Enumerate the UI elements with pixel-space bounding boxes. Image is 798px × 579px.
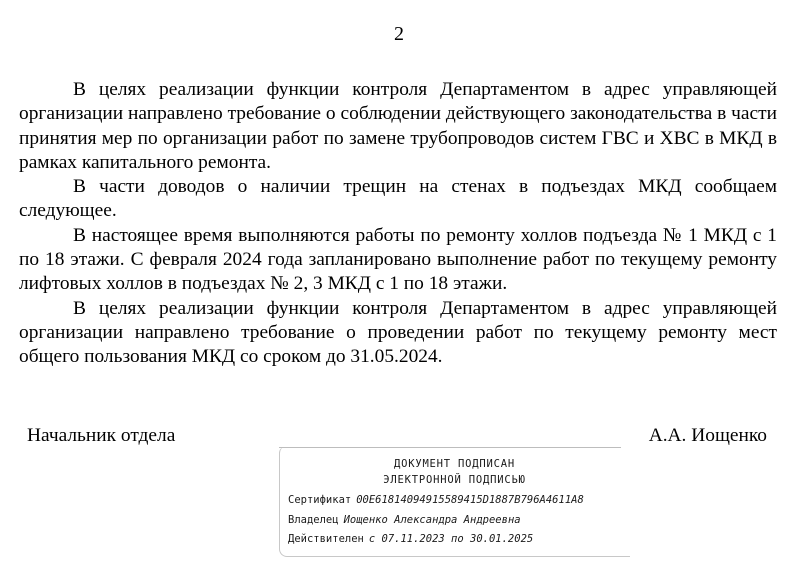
stamp-validity-value: с 07.11.2023 по 30.01.2025 <box>368 533 534 545</box>
paragraph-control-requirement-pipes: В целях реализации функции контроля Департаментом в адрес управляющей организации направлено требование о соблюдении действующего законодательства в части принятия мер по организации работ по замене трубопроводов систем ГВС и ХВС в МКД в рамках капитального ремонта. <box>19 79 777 173</box>
stamp-owner-label: Владелец <box>288 514 339 526</box>
stamp-title-line2: ЭЛЕКТРОННОЙ ПОДПИСЬЮ <box>383 474 526 486</box>
stamp-certificate-row <box>288 493 584 507</box>
stamp-top-rule <box>279 447 621 448</box>
paragraph-cracks-intro: В части доводов о наличии трещин на стенах в подъездах МКД сообщаем следующее. <box>19 176 777 222</box>
signatory-name: А.А. Иощенко <box>648 425 767 446</box>
stamp-owner-row <box>288 513 521 527</box>
electronic-signature-stamp <box>279 447 630 557</box>
paragraph-control-requirement-common-areas: В целях реализации функции контроля Департаментом в адрес управляющей организации направлено требование о проведении работ по текущему ремонту мест общего пользования МКД со сроком до 31.05.2024. <box>19 297 777 368</box>
paragraph-hall-repairs: В настоящее время выполняются работы по ремонту холлов подъезда № 1 МКД с 1 по 18 этажи. С февраля 2024 года запланировано выполнение работ по текущему ремонту лифтовых холлов в подъездах № 2, 3 МКД с 1 по 18 этажи. <box>19 224 777 295</box>
stamp-owner-value: Иощенко Александра Андреевна <box>343 514 521 526</box>
stamp-certificate-value: 00E61814094915589415D1887B796A4611A8 <box>356 494 584 506</box>
stamp-validity-row <box>288 532 533 546</box>
stamp-validity-label: Действителен <box>288 533 364 545</box>
page-number: 2 <box>394 23 404 45</box>
stamp-title-line1: ДОКУМЕНТ ПОДПИСАН <box>393 458 516 470</box>
stamp-certificate-label: Сертификат <box>288 494 352 506</box>
signatory-position: Начальник отдела <box>27 425 176 446</box>
letter-body <box>19 78 777 370</box>
